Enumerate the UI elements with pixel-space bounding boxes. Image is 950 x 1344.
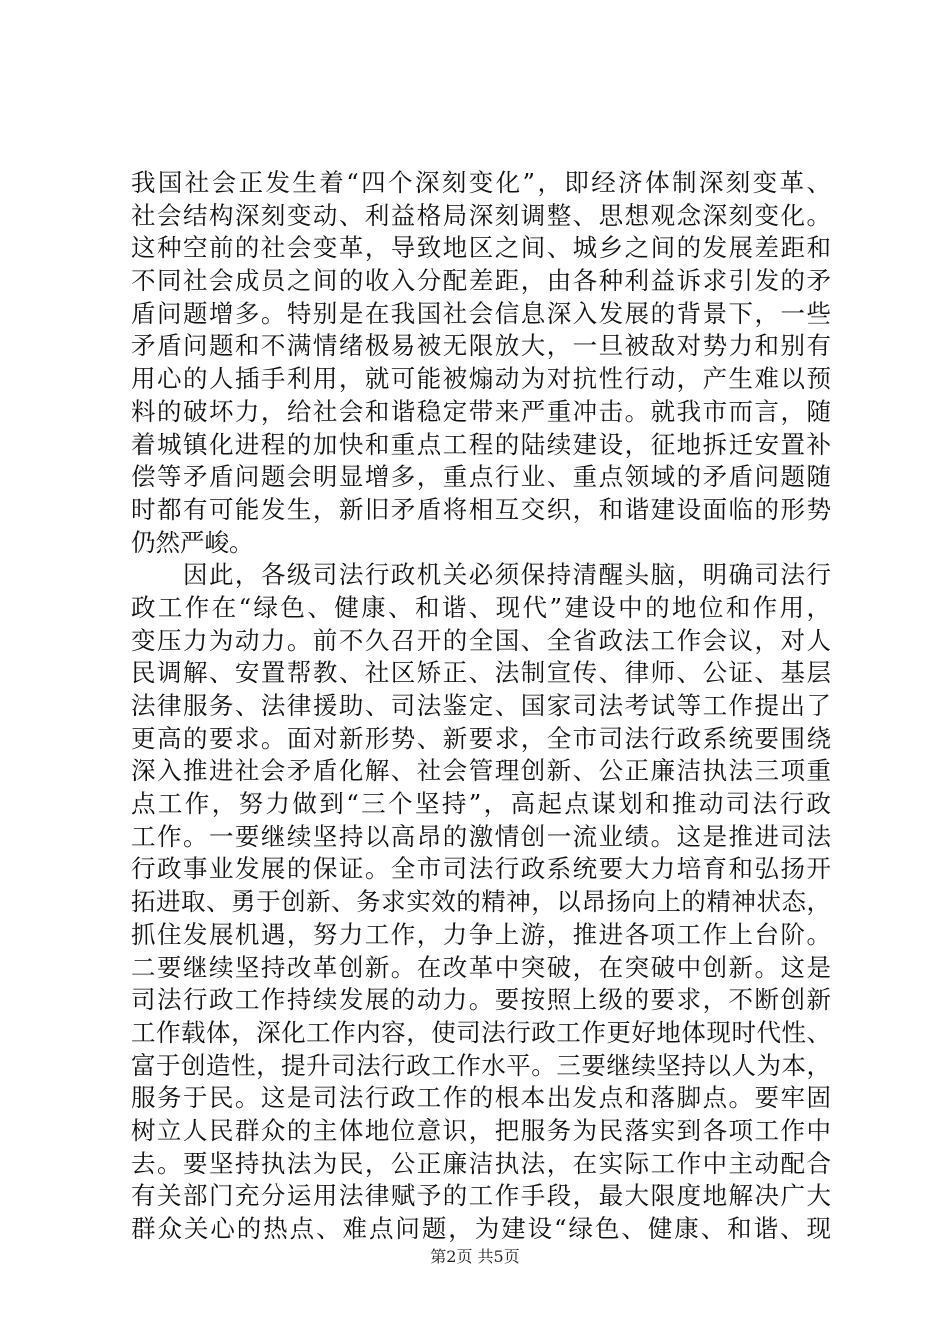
text-line: 工作载体，深化工作内容，使司法行政工作更好地体现时代性、 — [131, 1017, 831, 1047]
text-line: 点工作，努力做到“三个坚持”，高起点谋划和推动司法行政 — [131, 789, 831, 819]
text-line: 我国社会正发生着“四个深刻变化”，即经济体制深刻变革、 — [131, 168, 831, 197]
text-line: 法律服务、法律援助、司法鉴定、国家司法考试等工作提出了 — [131, 691, 831, 720]
text-line: 仍然严峻。 — [131, 527, 254, 557]
text-line: 拓进取、勇于创新、务求实效的精神，以昂扬向上的精神状态， — [131, 887, 831, 917]
text-line: 不同社会成员之间的收入分配差距，由各种利益诉求引发的矛 — [131, 266, 831, 296]
text-line: 群众关心的热点、难点问题，为建设“绿色、健康、和谐、现 — [131, 1214, 831, 1243]
paragraph-1 — [131, 167, 831, 559]
text-line: 二要继续坚持改革创新。在改革中突破，在突破中创新。这是 — [131, 952, 831, 982]
text-line: 抓住发展机遇，努力工作，力争上游，推进各项工作上台阶。 — [131, 919, 831, 949]
text-line: 用心的人插手利用，就可能被煽动为对抗性行动，产生难以预 — [131, 364, 831, 394]
text-line: 盾问题增多。特别是在我国社会信息深入发展的背景下，一些 — [131, 298, 831, 328]
text-line: 偿等矛盾问题会明显增多，重点行业、重点领域的矛盾问题随 — [131, 462, 831, 492]
text-line: 司法行政工作持续发展的动力。要按照上级的要求，不断创新 — [131, 985, 831, 1015]
document-body — [131, 167, 831, 1246]
page-number-footer: 第2页 共5页 — [430, 1247, 520, 1266]
text-line: 着城镇化进程的加快和重点工程的陆续建设，征地拆迁安置补 — [131, 429, 831, 459]
text-line: 树立人民群众的主体地位意识，把服务为民落实到各项工作中 — [131, 1115, 831, 1145]
text-line: 服务于民。这是司法行政工作的根本出发点和落脚点。要牢固 — [131, 1083, 831, 1113]
text-line: 政工作在“绿色、健康、和谐、现代”建设中的地位和作用， — [131, 592, 831, 622]
text-line: 变压力为动力。前不久召开的全国、全省政法工作会议，对人 — [131, 625, 831, 655]
text-line: 因此，各级司法行政机关必须保持清醒头脑，明确司法行 — [131, 560, 831, 590]
text-line: 社会结构深刻变动、利益格局深刻调整、思想观念深刻变化。 — [131, 200, 831, 230]
text-line: 行政事业发展的保证。全市司法行政系统要大力培育和弘扬开 — [131, 854, 831, 884]
text-line: 去。要坚持执法为民，公正廉洁执法，在实际工作中主动配合 — [131, 1148, 831, 1178]
text-line: 富于创造性，提升司法行政工作水平。三要继续坚持以人为本， — [131, 1050, 831, 1080]
text-line: 料的破坏力，给社会和谐稳定带来严重冲击。就我市而言，随 — [131, 396, 831, 426]
text-line: 这种空前的社会变革，导致地区之间、城乡之间的发展差距和 — [131, 233, 831, 263]
text-line: 时都有可能发生，新旧矛盾将相互交织，和谐建设面临的形势 — [131, 494, 831, 524]
text-line: 深入推进社会矛盾化解、社会管理创新、公正廉洁执法三项重 — [131, 756, 831, 786]
text-line: 民调解、安置帮教、社区矫正、法制宣传、律师、公证、基层 — [131, 658, 831, 688]
text-line: 工作。一要继续坚持以高昂的激情创一流业绩。这是推进司法 — [131, 821, 831, 851]
text-line: 有关部门充分运用法律赋予的工作手段，最大限度地解决广大 — [131, 1181, 831, 1211]
text-line: 矛盾问题和不满情绪极易被无限放大，一旦被敌对势力和别有 — [131, 331, 831, 361]
paragraph-2 — [131, 559, 831, 1245]
text-line: 更高的要求。面对新形势、新要求，全市司法行政系统要围绕 — [131, 723, 831, 753]
